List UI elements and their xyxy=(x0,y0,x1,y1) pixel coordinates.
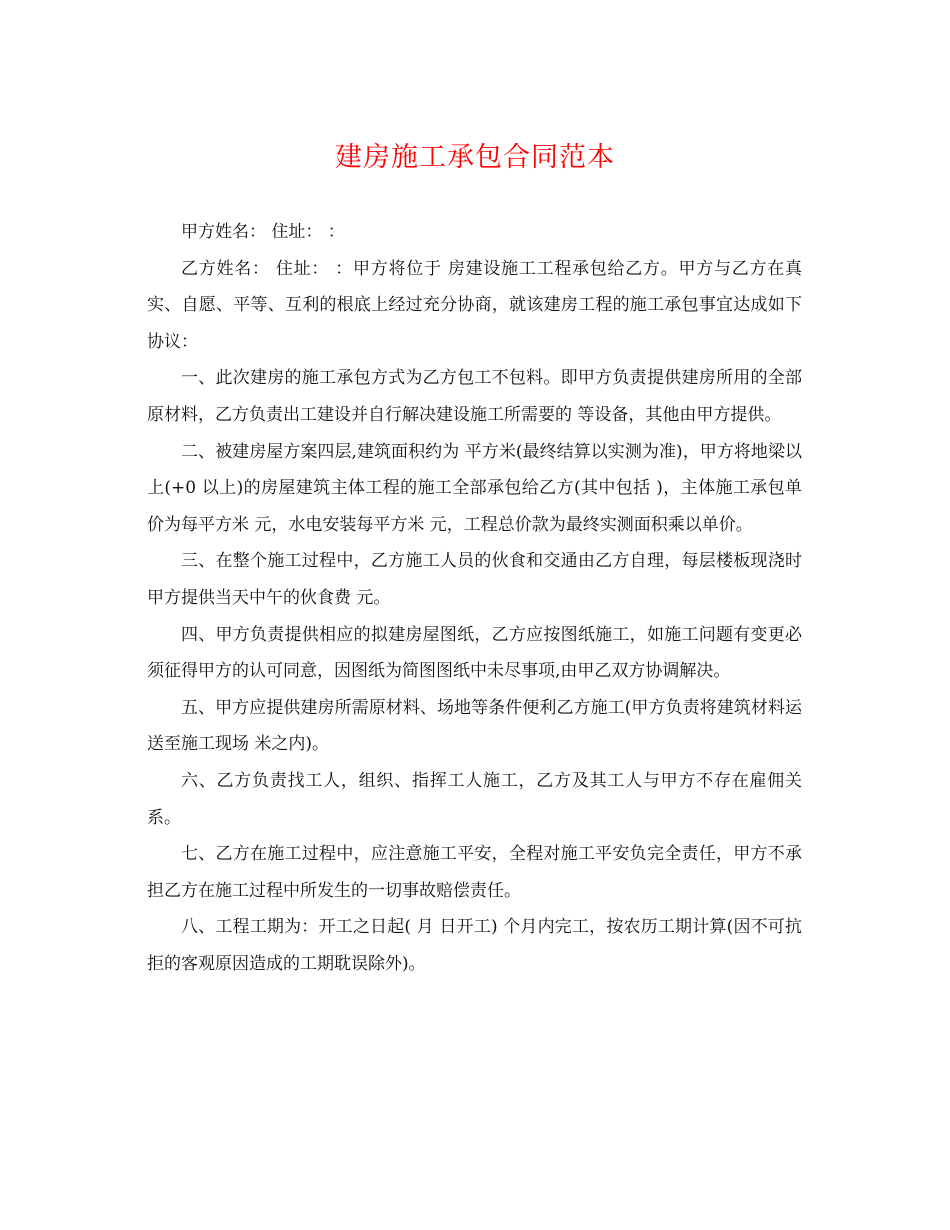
paragraph-party-a: 甲方姓名： 住址： ： xyxy=(181,222,345,242)
paragraph-clause-2: 二、被建房屋方案四层,建筑面积约为 平方米(最终结算以实测为准)，甲方将地梁以上(+0 以上)的房屋建筑主体工程的施工全部承包给乙方(其中包括 )，主体施工承包单价为每平方米 元，水电安装每平方米 元，工程总价款为最终实测面积乘以单价。 xyxy=(147,441,802,535)
paragraph-clause-5: 五、甲方应提供建房所需原材料、场地等条件便利乙方施工(甲方负责将建筑材料运送至施工现场 米之内)。 xyxy=(147,697,802,755)
paragraph-party-b: 乙方姓名： 住址： ：甲方将位于 房建设施工工程承包给乙方。甲方与乙方在真实、自愿、平等、互利的根底上经过充分协商，就该建房工程的施工承包事宜达成如下协议： xyxy=(147,258,802,352)
paragraph-clause-3: 三、在整个施工过程中，乙方施工人员的伙食和交通由乙方自理，每层楼板现浇时甲方提供当天中午的伙食费 元。 xyxy=(147,551,802,608)
paragraph-clause-7: 七、乙方在施工过程中，应注意施工平安，全程对施工平安负完全责任，甲方不承担乙方在施工过程中所发生的一切事故赔偿责任。 xyxy=(147,844,802,901)
paragraph-clause-4: 四、甲方负责提供相应的拟建房屋图纸，乙方应按图纸施工，如施工问题有变更必须征得甲方的认可同意，因图纸为简图图纸中未尽事项,由甲乙双方协调解决。 xyxy=(147,624,802,682)
paragraph-clause-1: 一、此次建房的施工承包方式为乙方包工不包料。即甲方负责提供建房所用的全部原材料，乙方负责出工建设并自行解决建设施工所需要的 等设备，其他由甲方提供。 xyxy=(147,368,802,425)
document-title: 建房施工承包合同范本 xyxy=(335,142,615,173)
paragraph-clause-8: 八、工程工期为：开工之日起( 月 日开工) 个月内完工，按农历工期计算(因不可抗拒的客观原因造成的工期耽误除外)。 xyxy=(147,917,802,974)
document-body xyxy=(147,214,802,982)
paragraph-clause-6: 六、乙方负责找工人，组织、指挥工人施工，乙方及其工人与甲方不存在雇佣关系。 xyxy=(147,770,802,828)
